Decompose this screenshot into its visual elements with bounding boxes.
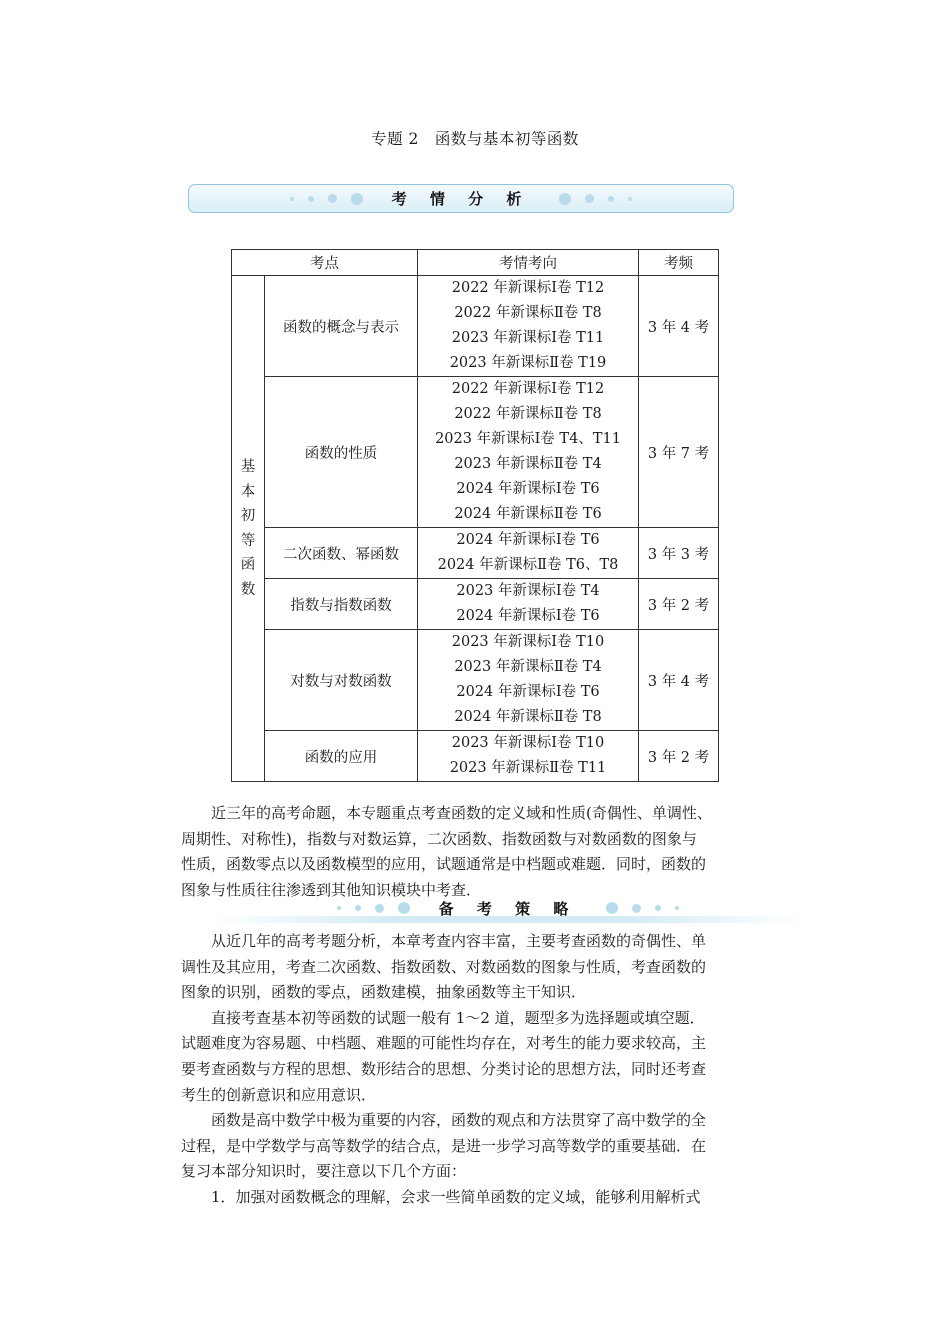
table-row	[232, 630, 719, 731]
dot-icon	[585, 194, 594, 203]
point-cell: 函数的应用	[265, 731, 418, 782]
point-cell: 函数的性质	[265, 377, 418, 528]
dot-icon	[632, 904, 641, 913]
ref-line: 2023 年新课标Ⅱ卷 T11	[449, 760, 607, 776]
ref-line: 2023 年新课标Ⅰ卷 T10	[451, 634, 605, 650]
refs-cell	[418, 377, 639, 528]
text-line: 函数是高中数学中极为重要的内容，函数的观点和方法贯穿了高中数学的全	[181, 1111, 707, 1130]
table-row	[232, 276, 719, 377]
text-line: 性质，函数零点以及函数模型的应用，试题通常是中档题或难题．同时，函数的	[181, 855, 707, 874]
section-banner-strategy	[212, 897, 804, 923]
page-title: 专题 2 函数与基本初等函数	[371, 130, 579, 148]
text-line: 近三年的高考命题，本专题重点考查函数的定义域和性质(奇偶性、单调性、	[181, 804, 712, 822]
ref-line: 2023 年新课标Ⅰ卷 T11	[451, 330, 605, 346]
refs-cell	[418, 731, 639, 782]
freq-cell: 3 年 4 考	[639, 276, 719, 377]
text-line: 调性及其应用，考查二次函数、指数函数、对数函数的图象与性质，考查函数的	[181, 957, 707, 976]
refs-cell	[418, 276, 639, 377]
analysis-paragraph	[181, 801, 771, 903]
dot-icon	[675, 906, 679, 910]
dot-icon	[628, 197, 632, 201]
exam-analysis-table	[231, 249, 719, 782]
dot-icon	[559, 193, 571, 205]
refs-cell	[418, 579, 639, 630]
dot-icon	[606, 902, 618, 914]
dot-icon	[351, 193, 363, 205]
ref-line: 2023 年新课标Ⅱ卷 T4	[454, 456, 602, 472]
text-line: 复习本部分知识时，要注意以下几个方面：	[181, 1162, 467, 1181]
text-line: 图象与性质往往渗透到其他知识模块中考查．	[181, 880, 482, 899]
dot-icon	[308, 196, 314, 202]
ref-line: 2022 年新课标Ⅰ卷 T12	[451, 280, 605, 296]
ref-line: 2022 年新课标Ⅱ卷 T8	[454, 305, 602, 321]
point-cell: 函数的概念与表示	[265, 276, 418, 377]
table-row	[232, 377, 719, 528]
dot-icon	[337, 906, 341, 910]
point-cell: 二次函数、幂函数	[265, 528, 418, 579]
header-point: 考点	[232, 250, 418, 276]
table-row	[232, 579, 719, 630]
ref-line: 2022 年新课标Ⅱ卷 T8	[454, 406, 602, 422]
table-row	[232, 528, 719, 579]
ref-line: 2024 年新课标Ⅰ卷 T6	[456, 608, 600, 624]
group-label-cell	[232, 276, 265, 782]
text-line: 从近几年的高考考题分析，本章考查内容丰富，主要考查函数的奇偶性、单	[181, 932, 707, 950]
ref-line: 2024 年新课标Ⅰ卷 T6	[456, 532, 600, 548]
dot-icon	[355, 905, 361, 911]
refs-cell	[418, 528, 639, 579]
banner-title: 考 情 分 析	[391, 190, 531, 208]
dot-icon	[398, 902, 410, 914]
dot-icon	[655, 905, 661, 911]
dot-icon	[290, 197, 294, 201]
point-cell: 指数与指数函数	[265, 579, 418, 630]
group-char: 等	[240, 532, 256, 549]
text-line: 要考查函数与方程的思想、数形结合的思想、分类讨论的思想方法，同时还考查	[181, 1059, 707, 1078]
ref-line: 2024 年新课标Ⅰ卷 T6	[456, 481, 600, 497]
banner-title: 备 考 策 略	[438, 899, 578, 918]
dot-icon	[328, 194, 337, 203]
text-line: 考生的创新意识和应用意识．	[181, 1085, 377, 1104]
ref-line: 2022 年新课标Ⅰ卷 T12	[451, 381, 605, 397]
dot-icon	[375, 904, 384, 913]
text-line: 1．加强对函数概念的理解，会求一些简单函数的定义域，能够利用解析式	[181, 1187, 701, 1206]
ref-line: 2024 年新课标Ⅱ卷 T6、T8	[437, 557, 619, 573]
point-cell: 对数与对数函数	[265, 630, 418, 731]
group-char: 初	[240, 508, 256, 524]
refs-cell	[418, 630, 639, 731]
freq-cell: 3 年 2 考	[639, 579, 719, 630]
freq-cell: 3 年 3 考	[639, 528, 719, 579]
ref-line: 2024 年新课标Ⅱ卷 T8	[454, 709, 602, 725]
freq-cell: 3 年 7 考	[639, 377, 719, 528]
text-line: 试题难度为容易题、中档题、难题的可能性均存在，对考生的能力要求较高，主	[181, 1034, 707, 1053]
group-char: 本	[240, 483, 256, 500]
header-frequency: 考频	[639, 250, 719, 276]
table-row	[232, 731, 719, 782]
ref-line: 2023 年新课标Ⅰ卷 T4、T11	[435, 431, 621, 447]
freq-cell: 3 年 2 考	[639, 731, 719, 782]
ref-line: 2023 年新课标Ⅰ卷 T10	[451, 735, 605, 751]
strategy-paragraphs	[181, 929, 771, 1211]
freq-cell: 3 年 4 考	[639, 630, 719, 731]
group-char: 数	[240, 581, 256, 598]
ref-line: 2023 年新课标Ⅱ卷 T19	[449, 355, 607, 371]
ref-line: 2023 年新课标Ⅰ卷 T4	[456, 583, 600, 599]
text-line: 周期性、对称性)，指数与对数运算，二次函数、指数函数与对数函数的图象与	[181, 829, 697, 848]
section-banner-analysis	[188, 184, 734, 213]
ref-line: 2024 年新课标Ⅱ卷 T6	[454, 506, 602, 522]
text-line: 过程，是中学数学与高等数学的结合点，是进一步学习高等数学的重要基础．在	[181, 1136, 707, 1155]
text-line: 图象的识别，函数的零点，函数建模，抽象函数等主干知识．	[181, 983, 587, 1002]
ref-line: 2023 年新课标Ⅱ卷 T4	[454, 659, 602, 675]
text-line: 直接考查基本初等函数的试题一般有 1～2 道，题型多为选择题或填空题．	[181, 1008, 705, 1027]
ref-line: 2024 年新课标Ⅰ卷 T6	[456, 684, 600, 700]
header-direction: 考情考向	[418, 250, 639, 276]
group-char: 函	[240, 557, 256, 573]
group-char: 基	[240, 459, 256, 475]
dot-icon	[608, 196, 614, 202]
table-header-row	[232, 250, 719, 276]
